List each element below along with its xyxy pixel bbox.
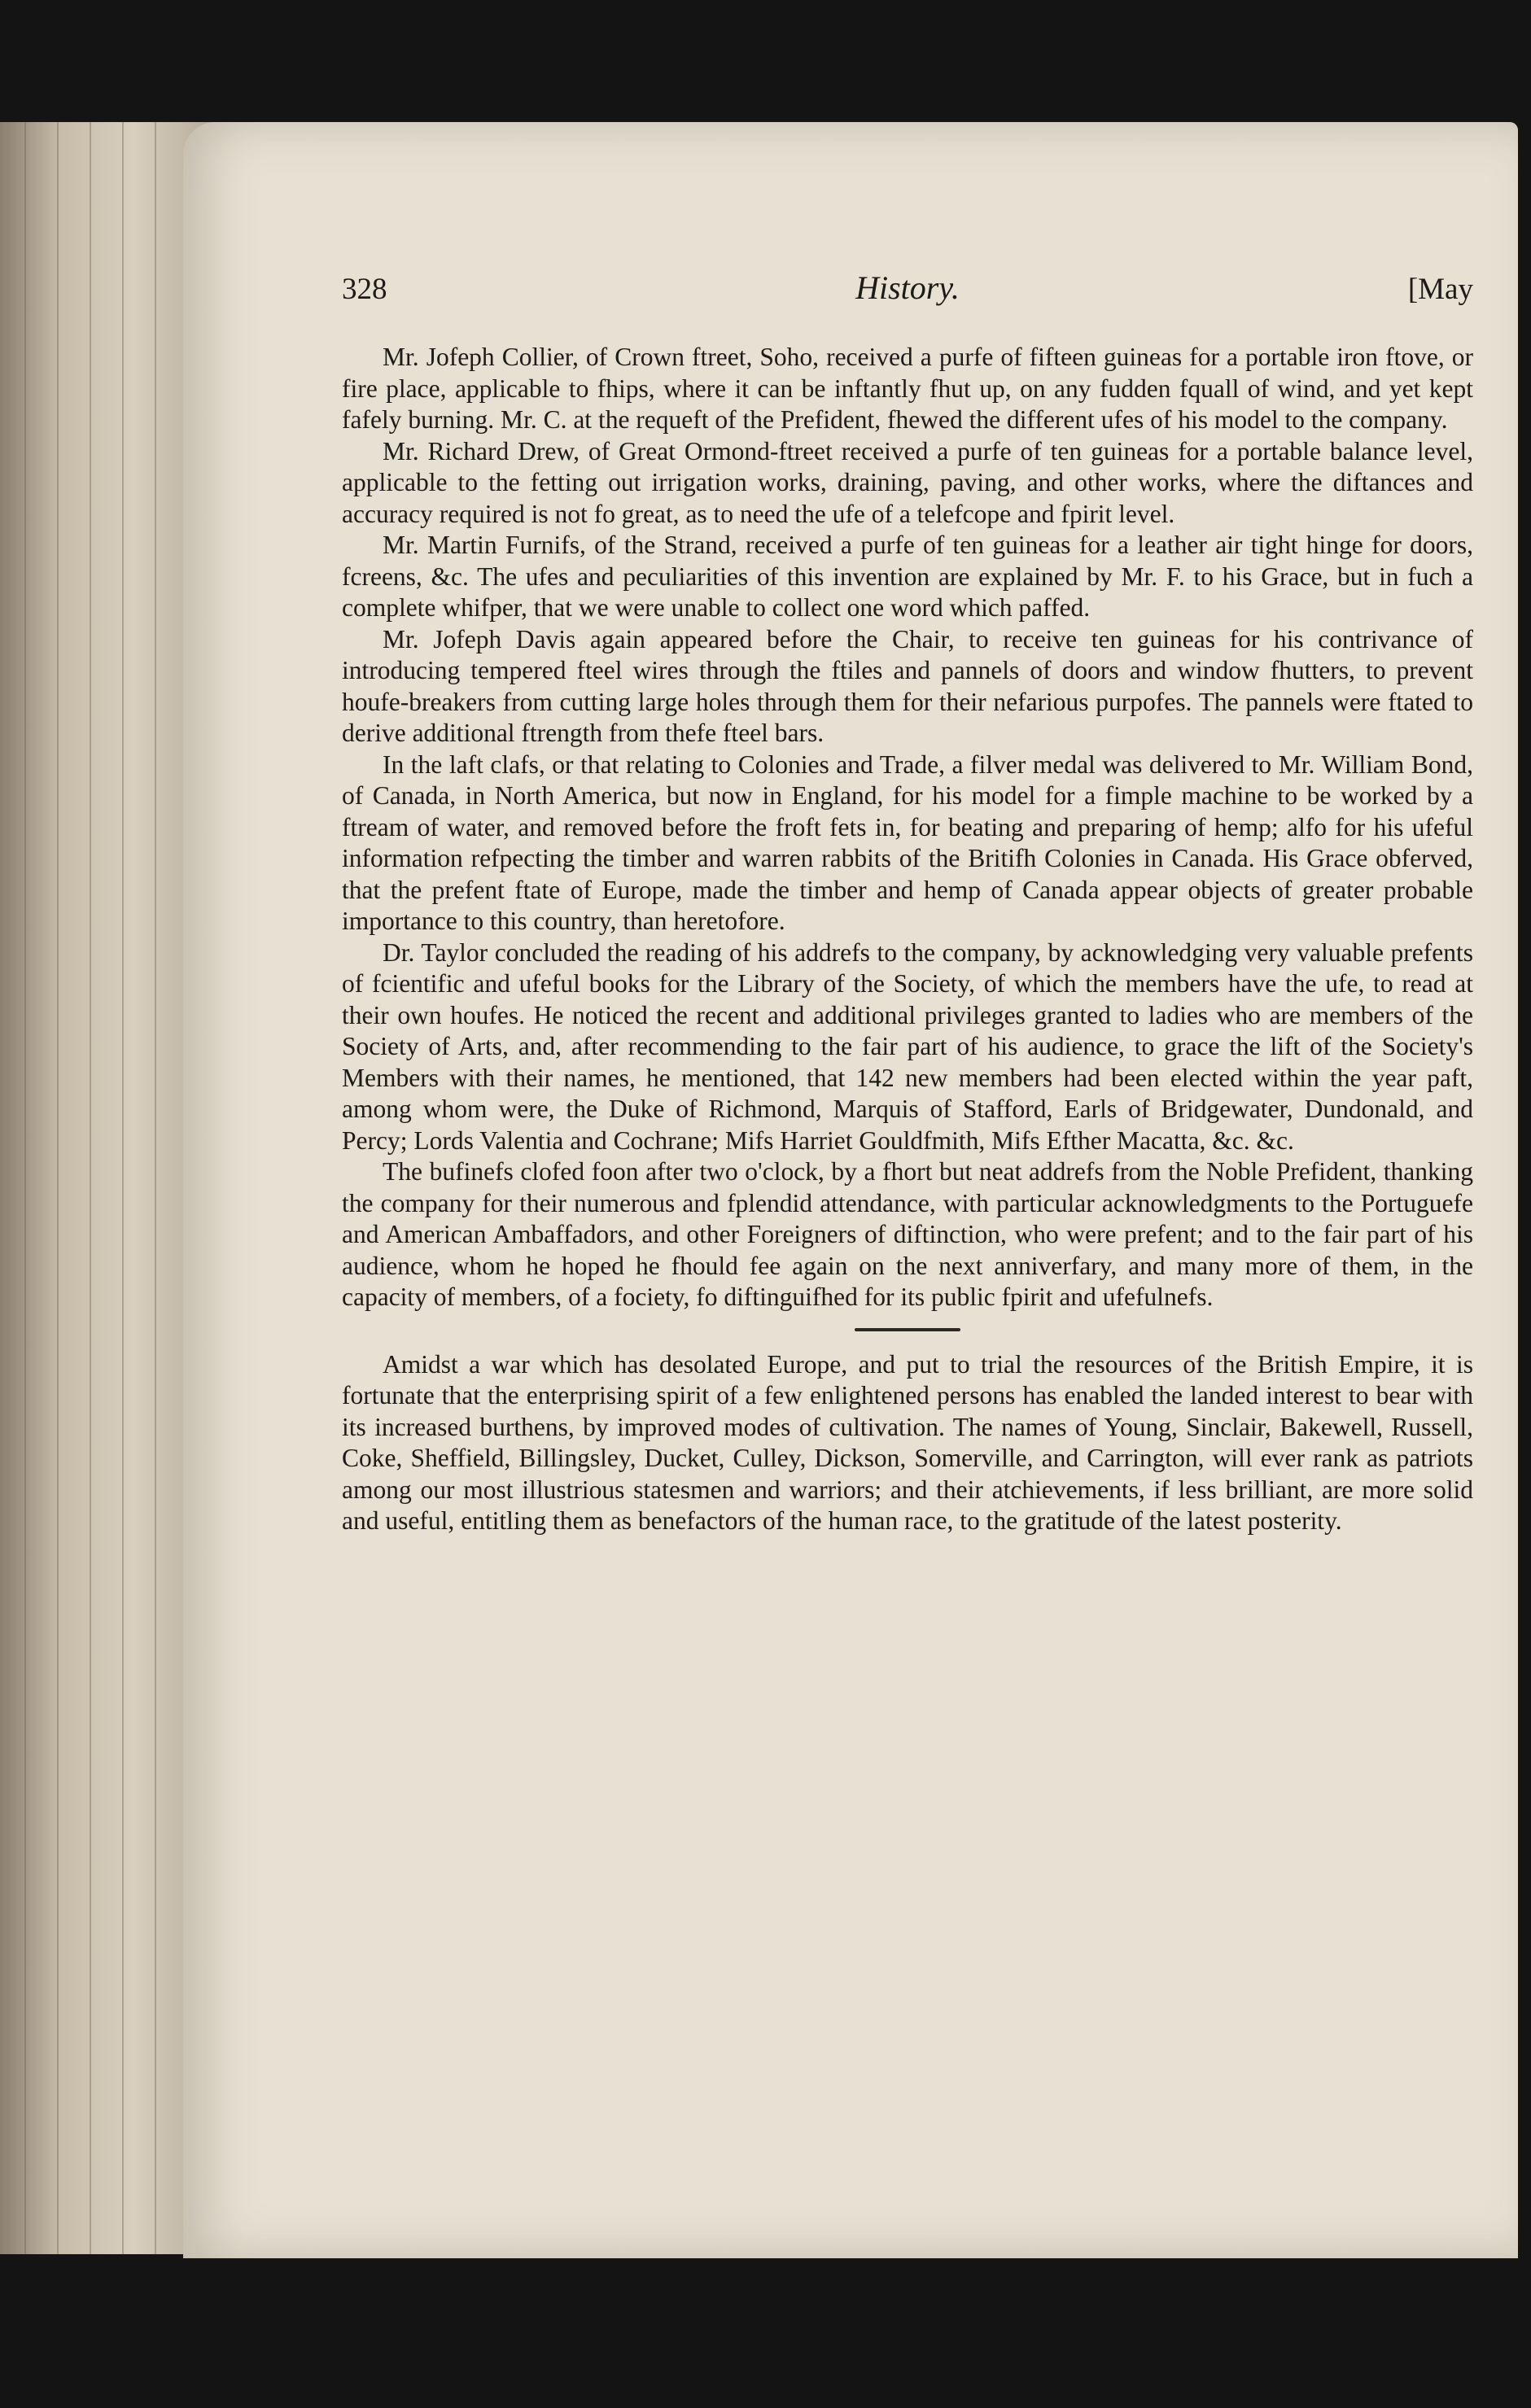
running-title: History. <box>855 269 960 306</box>
paragraph-agriculture: Amidst a war which has desolated Europe, and put to trial the resources of the British Empire, it is fortunate that the enterprising spirit of a few enlightened persons has enabled the landed interest to bear with its increased burthens, by improved modes of cultivation. The names of Young, Sinclair, Bakewell, Russell, Coke, Sheffield, Billingsley, Ducket, Culley, Dickson, Somerville, and Carrington, will ever rank as patriots among our most illustrious statesmen and warriors; and their atchievements, if less brilliant, are more solid and useful, entitling them as benefactors of the human race, to the gratitude of the latest posterity. <box>342 1349 1473 1535</box>
paragraph-davis: Mr. Jofeph Davis again appeared before the Chair, to receive ten guineas for his contrivance of introducing tempered fteel wires through the ftiles and pannels of doors and window fhutters, to prevent houfe-breakers from cutting large holes through them for their nefarious purpofes. The pannels were ftated to derive additional ftrength from thefe fteel bars. <box>342 624 1473 747</box>
paragraph-furniss: Mr. Martin Furnifs, of the Strand, received a purfe of ten guineas for a leather air tight hinge for doors, fcreens, &c. The ufes and peculiarities of this invention are explained by Mr. F. to his Grace, but in fuch a complete whifper, that we were unable to collect one word which paffed. <box>342 531 1473 622</box>
page-number: 328 <box>342 273 387 306</box>
page-edge-line <box>24 122 26 2254</box>
running-month: [May <box>1407 273 1473 306</box>
page-content <box>342 269 1473 1537</box>
running-header <box>342 269 1473 342</box>
paragraph-taylor: Dr. Taylor concluded the reading of his addrefs to the company, by acknowledging very valuable prefents of fcientific and ufeful books for the Library of the Society, of which the members have the ufe, to read at their own houfes. He noticed the recent and additional privileges granted to ladies who are members of the Society of Arts, and, after recommending to the fair part of his audience, to grace the lift of the Society's Members with their names, he mentioned, that 142 new members had been elected within the year paft, among whom were, the Duke of Richmond, Marquis of Stafford, Earls of Bridgewater, Dundonald, and Percy; Lords Valentia and Cochrane; Mifs Harriet Gouldfmith, Mifs Efther Macatta, &c. &c. <box>342 937 1473 1155</box>
section-divider <box>855 1328 960 1331</box>
paragraph-bond: In the laft clafs, or that relating to Colonies and Trade, a filver medal was delivered to Mr. William Bond, of Canada, in North America, but now in England, for his model for a fimple machine to be worked by a ftream of water, and removed before the froft fets in, for beating and preparing of hemp; alfo for his ufeful information refpecting the timber and warren rabbits of the Britifh Colonies in Canada. His Grace obferved, that the prefent ftate of Europe, made the timber and hemp of Canada appear objects of greater probable importance to this country, than heretofore. <box>342 749 1473 935</box>
paragraph-drew: Mr. Richard Drew, of Great Ormond-ftreet received a purfe of ten guineas for a portable balance level, applicable to the fetting out irrigation works, draining, paving, and other works, where the diftances and accuracy required is not fo great, as to need the ufe of a telefcope and fpirit level. <box>342 436 1473 528</box>
paragraph-closing-meeting: The bufinefs clofed foon after two o'clock, by a fhort but neat addrefs from the Noble Prefident, thanking the company for their numerous and fplendid attendance, with particular acknowledgments to the Portuguefe and American Ambaffadors, and other Foreigners of diftinction, who were prefent; and to the fair part of his audience, whom he hoped he fhould fee again on the next anniverfary, and many more of them, in the capacity of members, of a fociety, fo diftinguifhed for its public fpirit and ufefulnefs. <box>342 1157 1473 1311</box>
paragraph-collier: Mr. Jofeph Collier, of Crown ftreet, Soho, received a purfe of fifteen guineas for a portable iron ftove, or fire place, applicable to fhips, where it can be inftantly fhut up, on any fudden fquall of wind, and yet kept fafely burning. Mr. C. at the requeft of the Prefident, fhewed the different ufes of his model to the company. <box>342 343 1473 434</box>
page-edge-line <box>57 122 59 2254</box>
page-edge-line <box>90 122 91 2254</box>
page-edge-line <box>155 122 156 2254</box>
page-edge-line <box>122 122 124 2254</box>
article-body <box>342 342 1473 1537</box>
